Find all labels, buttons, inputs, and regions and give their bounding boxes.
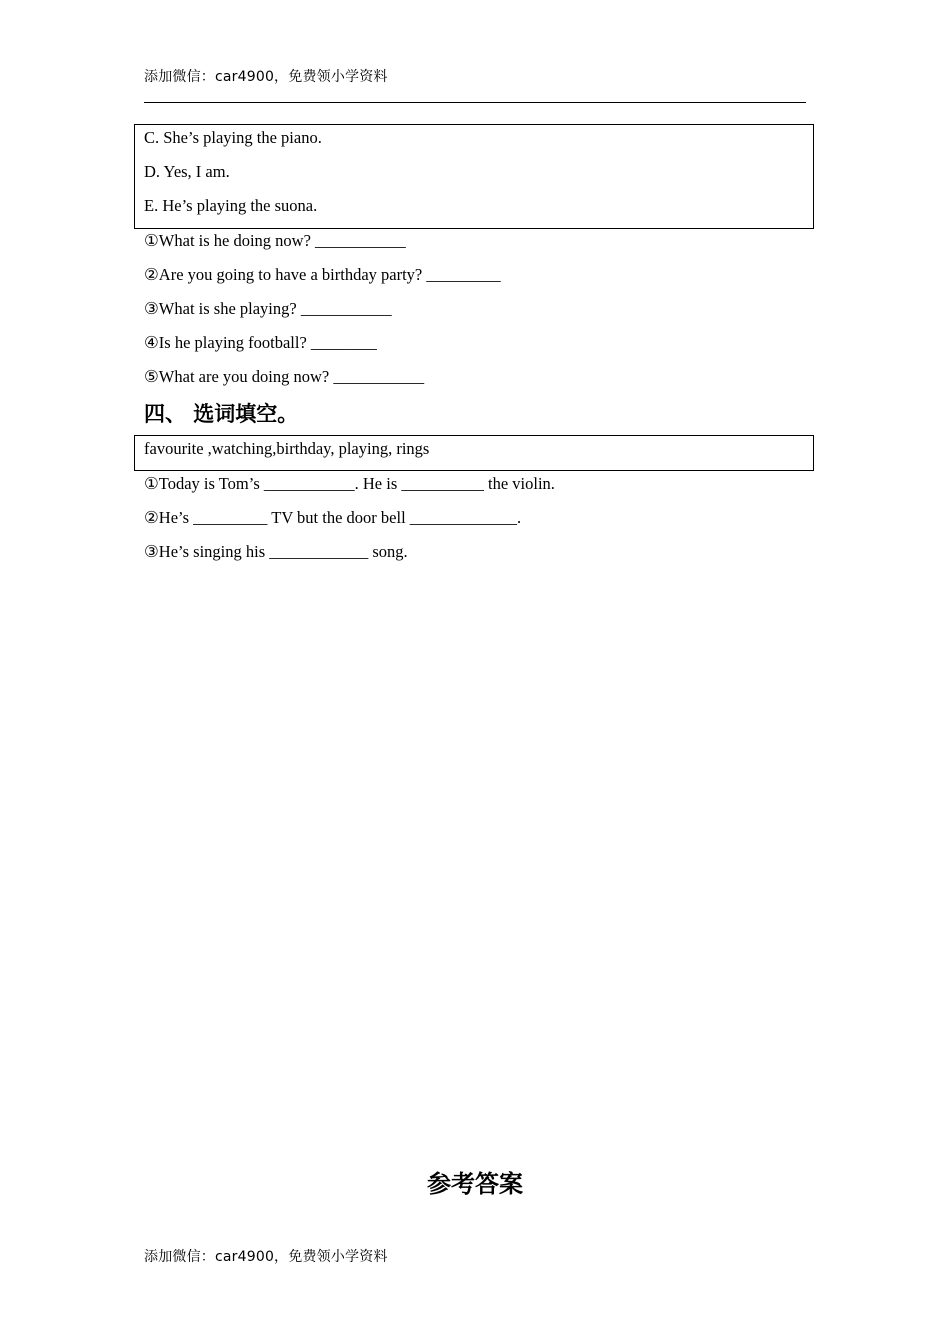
question-1: ①What is he doing now? ___________ bbox=[144, 231, 406, 250]
fill-question-1: ①Today is Tom’s ___________. He is __________ the violin. bbox=[144, 474, 555, 493]
page-footer: 添加微信：car4900，免费领小学资料 bbox=[144, 1249, 388, 1265]
option-c: C. She’s playing the piano. bbox=[144, 128, 322, 147]
question-2: ②Are you going to have a birthday party? _________ bbox=[144, 265, 501, 284]
option-e: E. He’s playing the suona. bbox=[144, 196, 318, 215]
word-bank: favourite ,watching,birthday, playing, rings bbox=[144, 439, 430, 458]
question-4: ④Is he playing football? ________ bbox=[144, 333, 377, 352]
answer-key-title: 参考答案 bbox=[427, 1170, 523, 1198]
option-d: D. Yes, I am. bbox=[144, 162, 230, 181]
fill-question-2: ②He’s _________ TV but the door bell _____________. bbox=[144, 508, 522, 527]
fill-question-3: ③He’s singing his ____________ song. bbox=[144, 542, 408, 561]
header-divider bbox=[144, 102, 806, 103]
question-5: ⑤What are you doing now? ___________ bbox=[144, 367, 425, 386]
page-header: 添加微信：car4900，免费领小学资料 bbox=[144, 69, 388, 85]
section-title: 四、 选词填空。 bbox=[144, 402, 299, 426]
question-3: ③What is she playing? ___________ bbox=[144, 299, 392, 318]
